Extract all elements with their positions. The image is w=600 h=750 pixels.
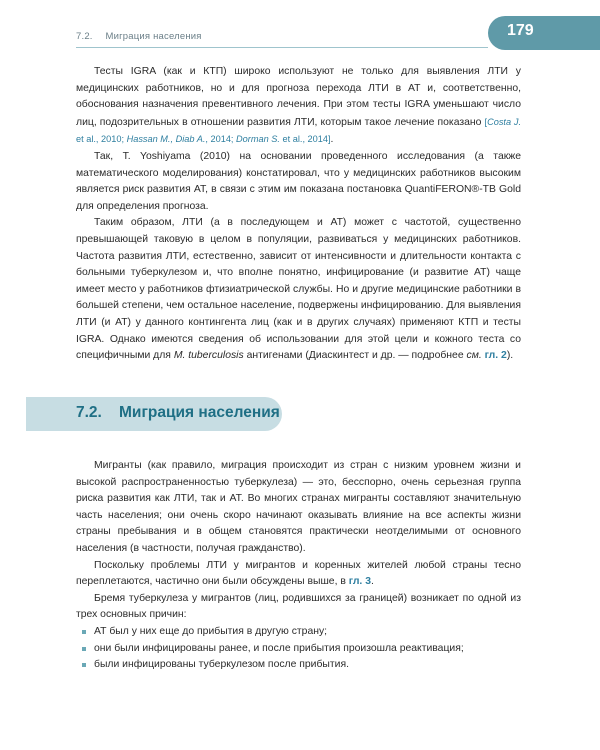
intro-text (76, 64, 521, 365)
paragraph: Поскольку проблемы ЛТИ у мигрантов и коренных жителей любой страны тесно переплетаются, частично они были обсуждены выше, в гл. 3. (76, 559, 521, 588)
list-item: они были инфицированы ранее, и после прибытия произошла реактивация; (76, 641, 521, 658)
chapter-link[interactable]: гл. 3 (348, 576, 371, 588)
page-number-tab (488, 16, 600, 50)
bullet-icon (82, 663, 86, 667)
chapter-link[interactable]: гл. 2 (484, 350, 507, 362)
paragraph: Так, T. Yoshiyama (2010) на основании проведенного исследования (а также математического моделирования) констатировал, что у медицинских работников высоким является риск развития АТ, в связи с этим им показана постановка QuantiFERON®-TB Gold для определения прогноза. (76, 150, 521, 212)
paragraph: Тесты IGRA (как и КТП) широко используют не только для выявления ЛТИ у медицинских работников, но и для прогноза перехода ЛТИ в АТ и, соответственно, обоснования назначения превентивного лечения. При этом тесты IGRA уменьшают число лиц, подозрительных в отношении развития ЛТИ, которым такое лечение показано [Costa J. et al., 2010; Hassan M., Diab A., 2014; Dorman S. et al., 2014]. (76, 66, 522, 146)
section-body (76, 458, 521, 674)
bullet-icon (82, 630, 86, 634)
running-head (76, 31, 202, 42)
paragraph: Бремя туберкулеза у мигрантов (лиц, родившихся за границей) возникает по одной из трех основных причин: (76, 592, 521, 621)
header-rule (76, 47, 488, 48)
list-item: были инфицированы туберкулезом после прибытия. (76, 657, 521, 674)
page-number: 179 (507, 22, 534, 39)
paragraph: Мигранты (как правило, миграция происходит из стран с низким уровнем жизни и высокой распространенностью туберкулеза) — это, бесспорно, очень серьезная группа риска развития как ЛТИ, так и АТ. Во многих странах мигранты составляют значительную часть населения; они очень скоро начинают оказывать влияние на все аспекты жизни страны пребывания и в общем становятся практически неотделимыми от основного населения (в частности, получая гражданство). (76, 460, 521, 554)
citation[interactable]: [Costa J. et al., 2010; Hassan M., Diab A., 2014; Dorman S. et al., 2014] (76, 116, 522, 145)
bullet-icon (82, 647, 86, 651)
section-number: 7.2. (76, 404, 102, 421)
running-head-section-number: 7.2. (76, 31, 93, 42)
section-title: Миграция населения (119, 404, 280, 421)
running-head-section-name: Миграция населения (105, 31, 202, 42)
paragraph: Таким образом, ЛТИ (а в последующем и АТ) может с частотой, существенно превышающей таковую в целом в популяции, развиваться у медицинских работников. Частота развития ЛТИ, естественно, зависит от интенсивности и длительности контакта с больными туберкулезом и, что вполне понятно, инфицирование (и развитие АТ) чаще имеет место у работников фтизиатрической службы. Но и другие медицинские работники в большей степени, чем остальное население, подвержены инфицированию. Для выявления ЛТИ (и АТ) у данного контингента лиц (как и в других случаях) применяют КТП и тесты IGRA. Однако имеются сведения об использовании для этой цели и кожного теста со специфичными для M. tuberculosis антигенами (Диаскинтест и др. — подробнее см. гл. 2). (76, 217, 521, 362)
list-item: АТ был у них еще до прибытия в другую страну; (76, 624, 521, 641)
reasons-list (76, 624, 521, 674)
